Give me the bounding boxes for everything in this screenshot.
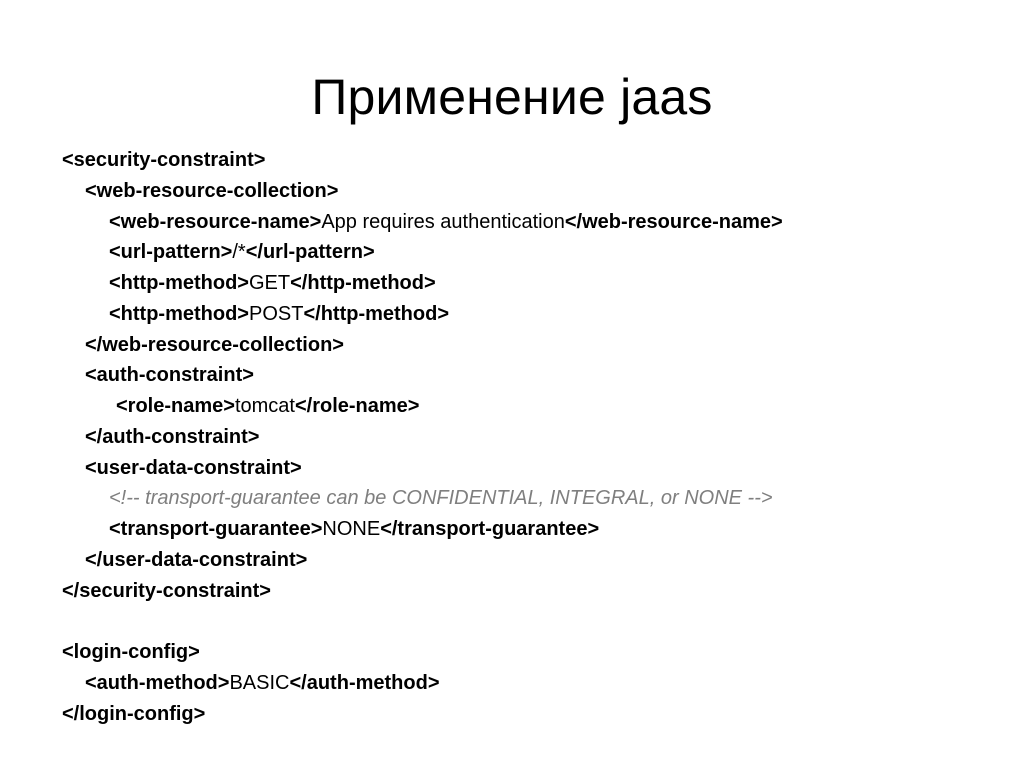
code-line bbox=[62, 668, 1012, 699]
xml-tag: </security-constraint> bbox=[62, 579, 271, 602]
xml-value: tomcat bbox=[234, 395, 295, 417]
code-line bbox=[62, 268, 1012, 299]
code-line bbox=[62, 453, 1012, 484]
code-line bbox=[62, 699, 1012, 730]
xml-tag: <login-config> bbox=[62, 641, 200, 663]
xml-tag: </http-method> bbox=[303, 302, 449, 325]
xml-tag: <web-resource-collection> bbox=[85, 179, 339, 202]
xml-comment: <!-- transport-guarantee can be CONFIDENTIAL, INTEGRAL, or NONE --> bbox=[109, 487, 773, 510]
xml-tag: <auth-method> bbox=[85, 671, 230, 694]
xml-tag: <transport-guarantee> bbox=[109, 518, 323, 540]
xml-value: POST bbox=[249, 302, 304, 325]
xml-tag: </user-data-constraint> bbox=[85, 548, 308, 571]
xml-tag: <role-name> bbox=[116, 395, 235, 417]
code-line bbox=[62, 422, 1012, 453]
code-line bbox=[62, 637, 1012, 668]
code-line bbox=[62, 360, 1012, 391]
code-line bbox=[62, 237, 1012, 268]
xml-tag: </http-method> bbox=[290, 272, 436, 294]
xml-tag: <auth-constraint> bbox=[85, 364, 254, 387]
xml-tag: </transport-guarantee> bbox=[380, 518, 600, 540]
code-line bbox=[62, 545, 1012, 576]
xml-tag: <http-method> bbox=[109, 302, 249, 325]
xml-tag: </auth-constraint> bbox=[85, 425, 260, 448]
xml-tag: </url-pattern> bbox=[245, 241, 375, 264]
code-block bbox=[62, 145, 1012, 729]
code-line bbox=[62, 391, 1012, 422]
xml-tag: </role-name> bbox=[294, 395, 420, 417]
slide-title: Применение jaas bbox=[311, 69, 713, 125]
code-line bbox=[62, 145, 1012, 176]
xml-tag: <url-pattern> bbox=[109, 241, 233, 264]
xml-value: App requires authentication bbox=[321, 210, 565, 233]
code-line bbox=[62, 330, 1012, 361]
code-line bbox=[62, 299, 1012, 330]
xml-tag: </login-config> bbox=[62, 702, 206, 725]
xml-value: NONE bbox=[322, 518, 381, 540]
xml-value: GET bbox=[249, 272, 291, 294]
blank-line bbox=[62, 606, 1012, 637]
code-line bbox=[62, 576, 1012, 607]
xml-value: /* bbox=[232, 241, 246, 264]
code-line bbox=[62, 207, 1012, 238]
xml-tag: <user-data-constraint> bbox=[85, 456, 302, 479]
xml-tag: </web-resource-name> bbox=[564, 210, 783, 233]
xml-tag: <web-resource-name> bbox=[109, 210, 322, 233]
code-line bbox=[62, 514, 1012, 545]
xml-tag: <security-constraint> bbox=[62, 149, 266, 171]
xml-value: BASIC bbox=[229, 671, 290, 694]
code-line bbox=[62, 176, 1012, 207]
xml-tag: <http-method> bbox=[109, 272, 249, 294]
xml-tag: </auth-method> bbox=[289, 671, 440, 694]
xml-tag: </web-resource-collection> bbox=[85, 333, 344, 356]
code-line bbox=[62, 483, 1012, 514]
